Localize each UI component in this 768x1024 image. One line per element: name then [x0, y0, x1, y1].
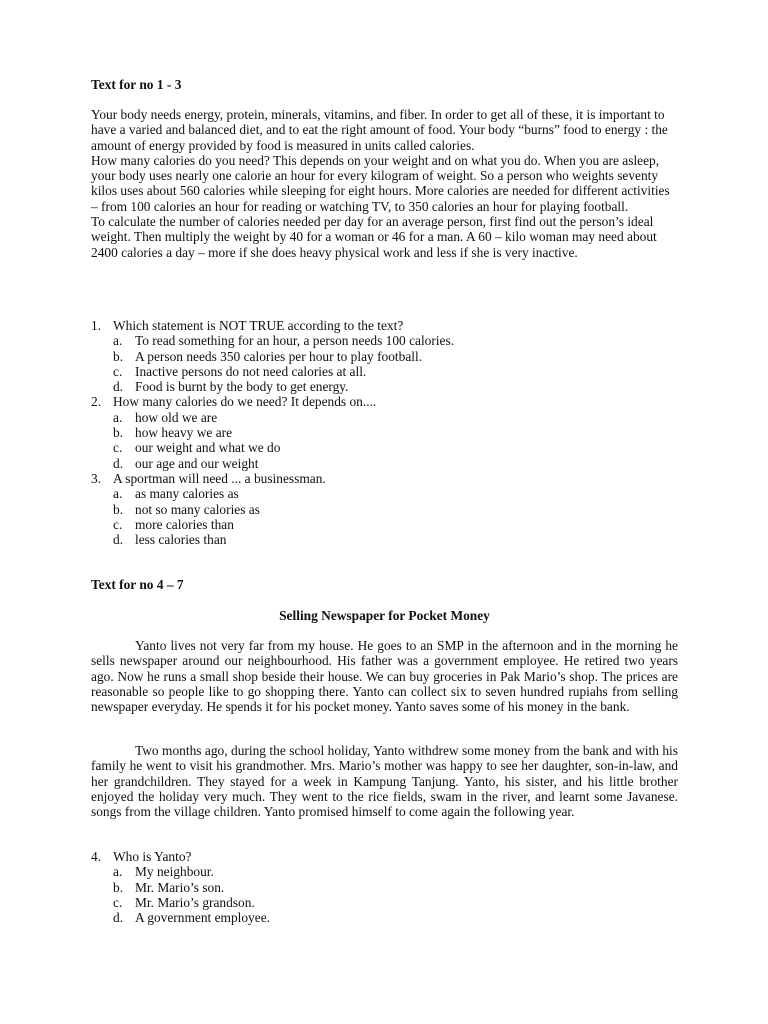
option-letter: c.: [113, 363, 123, 379]
option-text: To read something for an hour, a person needs 100 calories.: [135, 333, 455, 349]
section2-paragraph-1-block: [91, 638, 678, 714]
option-d: [113, 379, 678, 394]
section2-paragraph-2: Two months ago, during the school holiday, Yanto withdrew some money from the bank and with his family he went to visit his grandmother. Mrs. Mario’s mother was happy to see her daughter, son-in-law, and her grandchildren. They stayed for a week in Kampung Tanjung. Yanto, his sister, and his little brother enjoyed the holiday very much. They went to the rice fields, swam in the river, and learnt some Javanese. songs from the village children. Yanto promised himself to come again the following year.: [91, 743, 678, 820]
option-b: [113, 349, 678, 364]
option-letter: a.: [113, 409, 123, 425]
option-letter: d.: [113, 532, 124, 548]
option-text: how old we are: [135, 409, 218, 425]
option-a: [113, 486, 678, 501]
option-c: [113, 364, 678, 379]
option-c: [113, 895, 678, 910]
option-text: My neighbour.: [135, 864, 214, 880]
option-c: [113, 440, 678, 455]
option-a: [113, 410, 678, 425]
option-a: [113, 333, 678, 348]
option-letter: b.: [113, 425, 124, 441]
option-letter: b.: [113, 348, 124, 364]
section2-heading: Text for no 4 – 7: [91, 577, 184, 592]
option-letter: c.: [113, 894, 123, 910]
option-text: how heavy we are: [135, 425, 233, 441]
question-2: [91, 394, 678, 470]
option-letter: c.: [113, 440, 123, 456]
option-letter: a.: [113, 486, 123, 502]
option-text: Mr. Mario’s grandson.: [135, 894, 255, 910]
question-number: 1.: [91, 318, 102, 333]
section1-block: [91, 77, 678, 92]
option-text: less calories than: [135, 532, 227, 548]
option-c: [113, 517, 678, 532]
option-text: more calories than: [135, 516, 234, 532]
option-letter: d.: [113, 379, 124, 395]
option-d: [113, 910, 678, 925]
question-stem: A sportman will need ... a businessman.: [113, 470, 326, 486]
question-4: [91, 849, 678, 925]
section1-paragraph-3: To calculate the number of calories needed per day for an average person, first find out the person’s ideal weight. Then multiply the weight by 40 for a woman or 46 for a man. A 60 – kilo woman may need about 2400 calories a day – more if she does heavy physical work and less if she is very inactive.: [91, 214, 657, 260]
option-letter: c.: [113, 516, 123, 532]
question-3: [91, 471, 678, 547]
question-stem: Who is Yanto?: [113, 849, 192, 864]
section2-questions: [91, 849, 678, 925]
option-letter: d.: [113, 455, 124, 471]
question-number: 2.: [91, 394, 102, 410]
question-number: 4.: [91, 849, 102, 864]
section1-heading: Text for no 1 - 3: [91, 77, 182, 92]
section1-paragraph-2: How many calories do you need? This depends on your weight and on what you do. When you are asleep, your body uses nearly one calorie an hour for every kilogram of weight. So a person who weights seventy kilos uses about 560 calories while sleeping for eight hours. More calories are needed for different activities – from 100 calories an hour for reading or watching TV, to 350 calories an hour for playing football.: [91, 152, 670, 214]
option-text: not so many calories as: [135, 501, 260, 517]
question-number: 3.: [91, 470, 102, 486]
section1-paragraph-1: Your body needs energy, protein, minerals, vitamins, and fiber. In order to get all of these, it is important to have a varied and balanced diet, and to eat the right amount of food. Your body “burns” food to energy : the amount of energy provided by food is measured in units called calories.: [91, 107, 668, 153]
option-letter: a.: [113, 333, 123, 349]
option-text: Mr. Mario’s son.: [135, 879, 225, 895]
option-letter: a.: [113, 864, 123, 880]
question-stem: Which statement is NOT TRUE according to the text?: [113, 318, 404, 333]
section2-title-block: [91, 608, 678, 623]
question-1: [91, 318, 678, 394]
question-stem: How many calories do we need? It depends on....: [113, 394, 377, 410]
section2-paragraph-1: Yanto lives not very far from my house. He goes to an SMP in the afternoon and in the morning he sells newspaper around our neighbourhood. His father was a government employee. He retired two years ago. Now he runs a small shop beside their house. We can buy groceries in Pak Mario’s shop. The prices are reasonable so people like to go shopping there. Yanto can collect six to seven hundred rupiahs from selling newspaper everyday. He spends it for his pocket money. Yanto saves some of his money in the bank.: [91, 638, 678, 715]
option-a: [113, 864, 678, 879]
option-b: [113, 502, 678, 517]
section1-passage: [91, 107, 678, 260]
option-text: our age and our weight: [135, 455, 259, 471]
option-text: our weight and what we do: [135, 440, 281, 456]
option-text: as many calories as: [135, 486, 239, 502]
option-letter: b.: [113, 879, 124, 895]
option-text: Inactive persons do not need calories at all.: [135, 363, 367, 379]
option-b: [113, 425, 678, 440]
option-d: [113, 456, 678, 471]
section2-paragraph-2-block: [91, 743, 678, 819]
option-text: A government employee.: [135, 910, 270, 926]
option-text: Food is burnt by the body to get energy.: [135, 379, 349, 395]
option-d: [113, 532, 678, 547]
option-text: A person needs 350 calories per hour to play football.: [135, 348, 423, 364]
section1-questions: [91, 318, 678, 547]
section2-block: [91, 577, 678, 592]
passage-title: Selling Newspaper for Pocket Money: [279, 608, 490, 623]
option-b: [113, 880, 678, 895]
option-letter: d.: [113, 910, 124, 926]
option-letter: b.: [113, 501, 124, 517]
